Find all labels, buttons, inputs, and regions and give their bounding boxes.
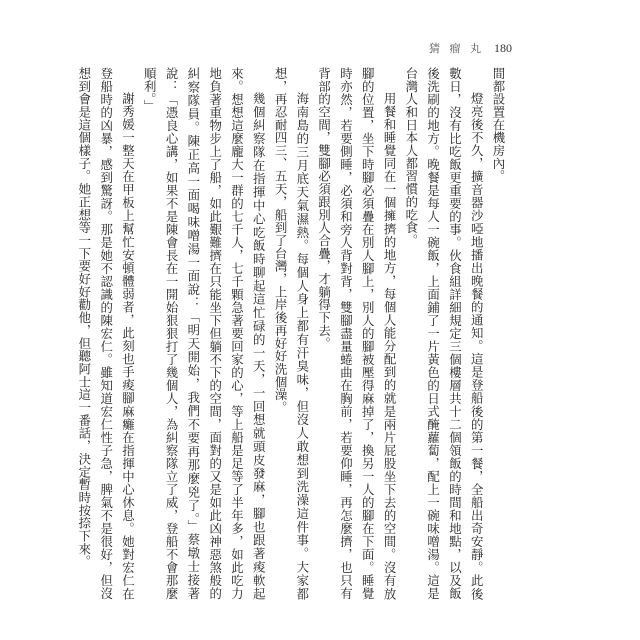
paragraph-6: 謝秀媛一整天在甲板上幫忙安頓體弱者，此刻也手痠腳麻癱在指揮中心休息。她對宏仁在登船時的凶暴，感到驚訝。那是她不認識的陳宏仁。雖知道宏仁性子急，脾氣不是很好，但沒想到會是這個樣子。她正想等一下要好好勸他，但聽阿士這一番話，決定暫時按捺下來。 [76, 67, 136, 600]
page-number: 180 [494, 41, 512, 55]
running-title: 猜 瘤 丸 [429, 42, 484, 55]
body-text [76, 67, 509, 600]
paragraph-3: 用餐和睡覺同在一個擁擠的地方，每個人能分配到的就是兩片屁股坐下去的空間。沒有放腳的位置，坐下時腳必須疊在別人腳上，別人的腳被壓得麻掉了，換另一人的腳在下面。睡覺時亦然，若要側睡，必須和旁人背對背，雙腳盡量蜷曲在胸前，若要仰睡，再怎麼擠，也只有背部的空間，雙腳必須跟別人合疊，才躺得下去。 [316, 67, 398, 600]
paragraph-4: 海南島的三月底天氣濕熱。每個人身上都有汗臭味，但沒人敢想到洗澡這件事。大家都想，再忍耐四三、五天，船到了台灣，上岸後再好好洗個澡。 [273, 67, 310, 600]
paragraph-1: 間都設置在機房內。 [491, 67, 506, 183]
paragraph-5: 幾個糾察隊在指揮中心吃飯時聊起這忙碌的一天，一回想就頭皮發麻，腳也跟著痠軟起來。想想這麼龐大一群的七千人，七千顆急著要回家的心，等上船是足等了半年多，如此吃力地負著重物步上了船，如此艱難擠在只能坐下但躺不下的空間，面對的又是如此凶神惡煞般的糾察隊員。陳正高一面喝味噌湯一面說：「明天開始，我們不要再那麼兇了。」蔡墩士接著說：「憑良心講，如果不是陳會長在一開始狠狠打了幾個人，為糾察隊立了威，登船不會那麼順利。」 [142, 67, 267, 600]
running-header [429, 40, 512, 56]
paragraph-2: 燈亮後不久，擴音器沙啞地播出晚餐的通知。這是登船後的第一餐，全船出奇安靜。此後數日，沒有比吃飯更重要的事。伙食組詳細規定三個樓層共十二個領飯的時間和地點，以及飯後洗刷的地方。晚餐是每人一碗飯，上面鋪了一片黃色的日式醃蘿蔔，配上一碗味噌湯。這是台灣人和日本人都習慣的吃食。 [403, 67, 485, 600]
